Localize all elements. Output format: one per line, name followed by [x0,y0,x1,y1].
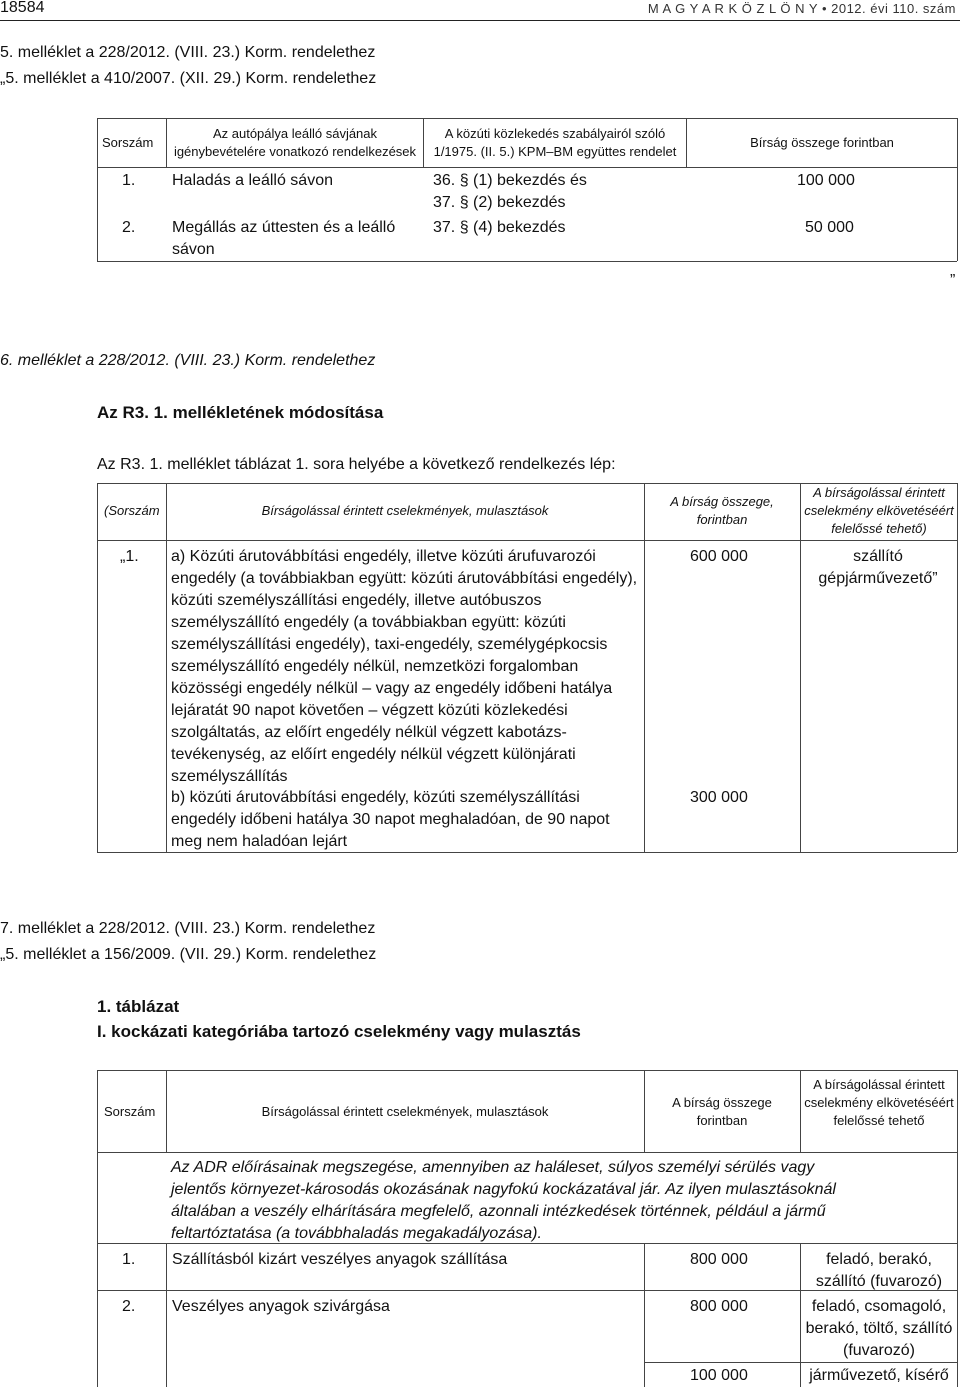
row-2-num: 2. [122,219,136,236]
row-6-text-a: a) Közúti árutovábbítási engedély, illetve közúti árufuvarozói engedély (a továbbiakban együtt: közúti árutovábbítási engedély), közúti személyszállítási engedély, illetve autóbuszos személyszállító engedély (a továbbiakban együtt: közúti személyszállítási engedély), taxi-engedély, személygépkocsis személyszállító engedély nélkül, nemzetközi forgalomban közösségi engedély nélkül – vagy az engedély időbeni hatálya lejáratát 90 napot követően – végzett közúti közlekedési szolgáltatás, az előírt engedély nélkül végzett kabotázs-tevékenység, az előírt engedély nélkül végzett különjárati személyszállítás [171,548,638,785]
closing-quote: ” [950,272,956,289]
annex-5-amended: „5. melléklet a 410/2007. (XII. 29.) Korm. rendelethez [0,70,377,87]
row-6-responsible: szállító gépjárművezető” [818,548,938,587]
journal-title: M A G Y A R K Ö Z L Ö N Y • 2012. évi 110. szám [647,1,956,16]
header-sorszam-7: Sorszám [104,1104,156,1119]
header-sorszam-6: (Sorszám [104,503,160,518]
row-6-num: „1. [120,548,139,565]
annex-7-amended: „5. melléklet a 156/2009. (VII. 29.) Korm. rendelethez [0,946,377,963]
header-acts-6: Bírságolással érintett cselekmények, mulasztások [261,503,549,518]
table-label: 1. táblázat [97,997,180,1016]
header-fine: Bírság összege forintban [750,135,894,150]
row-7-1-amount: 800 000 [690,1251,748,1268]
header-acts-7: Bírságolással érintett cselekmények, mulasztások [261,1104,549,1119]
row-2-desc: Megállás az úttesten és a leálló sávon [172,219,396,258]
row-7-1-desc: Szállításból kizárt veszélyes anyagok szállítása [172,1251,508,1268]
row-1-num: 1. [122,172,136,189]
row-6-amount-b: 300 000 [690,789,748,806]
header-rule [0,20,960,21]
row-7-1-resp: feladó, berakó, szállító (fuvarozó) [815,1251,943,1290]
header-responsible-7: A bírságolással érintett cselekmény elkövetéséért felelőssé tehető [804,1077,954,1128]
annex-5-title: 5. melléklet a 228/2012. (VIII. 23.) Korm. rendelethez [0,44,376,61]
annex-7-title: 7. melléklet a 228/2012. (VIII. 23.) Korm. rendelethez [0,920,376,937]
row-1-amount: 100 000 [797,172,855,189]
row-6-text-b: b) közúti árutovábbítási engedély, közúti személyszállítási engedély időbeni hatálya 30 napot meghaladóan, de 90 napot meg nem haladóan lejárt [171,789,610,850]
row-1-desc: Haladás a leálló sávon [172,172,333,189]
risk-category: I. kockázati kategóriába tartozó cselekmény vagy mulasztás [97,1022,581,1041]
header-amount-6: A bírság összege, forintban [670,494,774,527]
annex-6-subtitle: Az R3. 1. mellékletének módosítása [97,403,384,422]
header-amount-7: A bírság összege forintban [672,1095,772,1128]
annex-6-title: 6. melléklet a 228/2012. (VIII. 23.) Korm. rendelethez [0,352,376,369]
header-regulation: A közúti közlekedés szabályairól szóló 1/1975. (II. 5.) KPM–BM együttes rendelet [433,126,677,159]
row-2-amount: 50 000 [805,219,854,236]
row-1-ref: 36. § (1) bekezdés és 37. § (2) bekezdés [433,172,587,211]
row-7-2-resp: feladó, csomagoló, berakó, töltő, szállító (fuvarozó) [805,1298,953,1359]
row-6-amount-a: 600 000 [690,548,748,565]
header-responsible-6: A bírságolással érintett cselekmény elkövetéséért felelőssé tehető) [804,485,954,536]
row-7-2-num: 2. [122,1298,136,1315]
adr-note: Az ADR előírásainak megszegése, amennyiben az haláleset, súlyos személyi sérülés vagy jelentős környezet-károsodás okozásának nagyfokú kockázatával jár. Az ilyen mulasztásoknál általában a veszély elhárítására megfelelő, azonnali intézkedések történnek, például a jármű feltartóztatása (a továbbhaladás megakadályozása). [171,1159,836,1242]
row-7-2-amount: 800 000 [690,1298,748,1315]
row-7-1-num: 1. [122,1251,136,1268]
header-sorszam: Sorszám [102,135,154,150]
header-provisions: Az autópálya leálló sávjának igénybevételére vonatkozó rendelkezések [173,126,417,159]
row-7-2-desc: Veszélyes anyagok szivárgása [172,1298,390,1315]
row-7-3-resp: járművezető, kísérő [809,1367,949,1384]
row-7-3-amount: 100 000 [690,1367,748,1384]
annex-6-intro: Az R3. 1. melléklet táblázat 1. sora helyébe a következő rendelkezés lép: [97,456,616,473]
row-2-ref: 37. § (4) bekezdés [433,219,566,236]
page-number: 18584 [0,0,45,16]
